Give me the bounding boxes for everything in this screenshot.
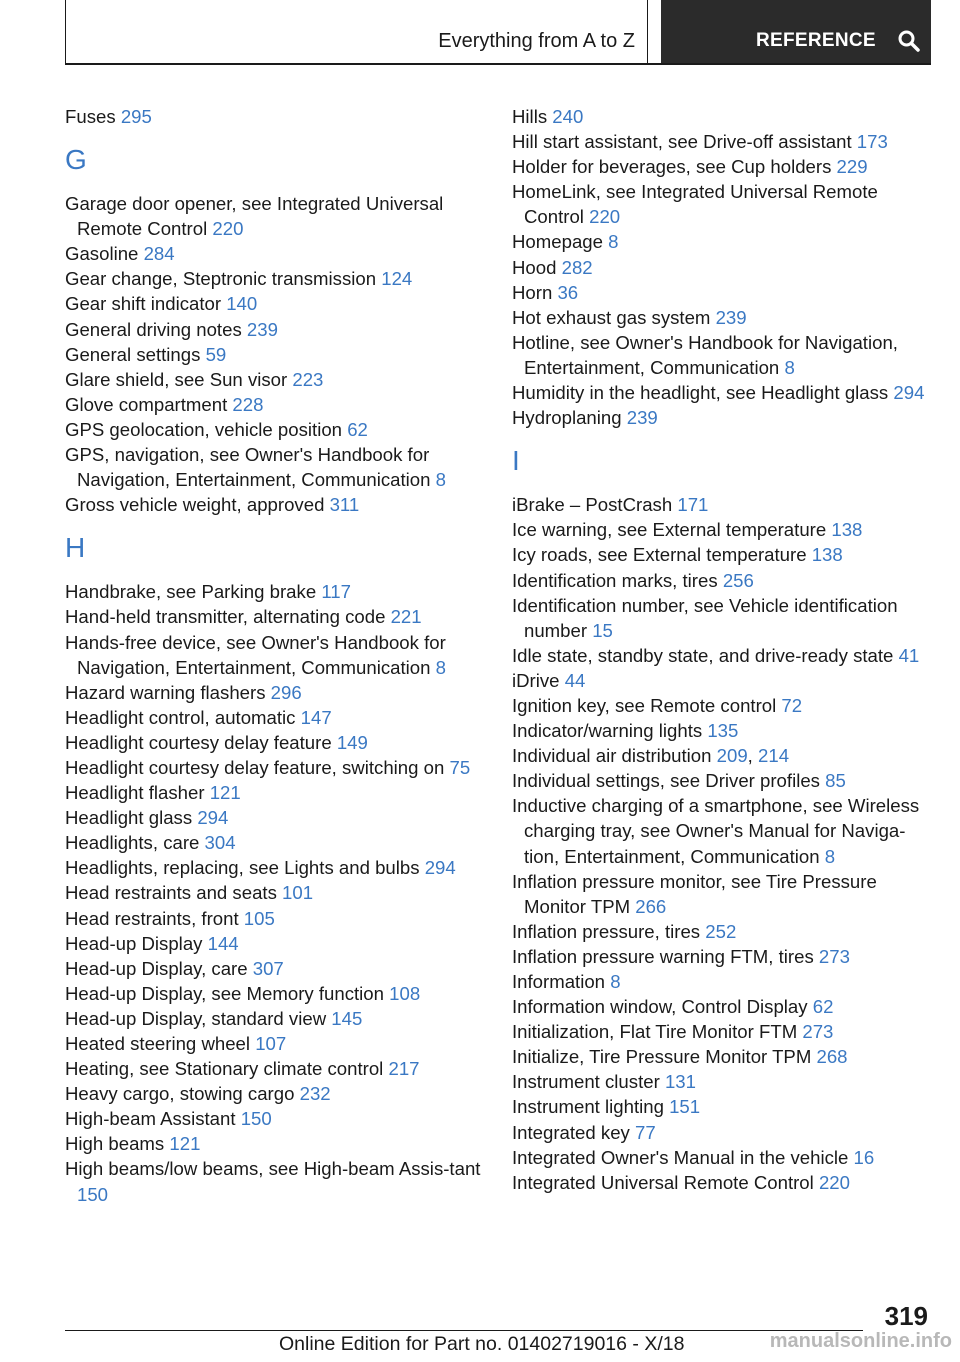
page-reference-link[interactable]: 8	[784, 356, 795, 378]
index-entry-text: Holder for beverages, see Cup holders	[512, 156, 837, 178]
page-reference-link[interactable]: 220	[818, 1171, 850, 1193]
index-entry	[65, 1131, 485, 1156]
index-entry-text: Information window, Control Display	[512, 996, 813, 1018]
footer-divider	[65, 1330, 863, 1331]
index-entry-text: High beams	[65, 1133, 170, 1155]
index-entry-text: Initialize, Tire Pressure Monitor TPM	[512, 1046, 817, 1068]
page-reference-link[interactable]: 220	[212, 218, 244, 240]
index-column-right	[512, 104, 932, 1195]
edition-text: Online Edition for Part no. 01402719016 - X/18	[279, 1333, 685, 1355]
page-reference-link[interactable]: 140	[226, 293, 258, 315]
index-entry	[512, 104, 932, 129]
index-entry	[512, 793, 932, 868]
page-reference-link[interactable]: 121	[169, 1133, 201, 1155]
index-entry-text: Inflation pressure warning FTM, tires	[512, 945, 819, 967]
index-entry	[512, 668, 932, 693]
index-letter-heading: I	[512, 445, 520, 477]
index-entry-text: Individual settings, see Driver profiles	[512, 770, 826, 792]
index-entry-text: Gear change, Steptronic transmission	[65, 268, 382, 290]
index-entry	[65, 705, 485, 730]
index-entry	[512, 869, 932, 919]
page-reference-link[interactable]: 101	[282, 882, 314, 904]
index-entry-text: Integrated key	[512, 1121, 636, 1143]
page-reference-link[interactable]: 232	[299, 1083, 331, 1105]
index-entry	[65, 1031, 485, 1056]
index-entry-text: Glove compartment	[65, 393, 233, 415]
page-reference-link[interactable]: 59	[205, 343, 227, 365]
page-reference-link[interactable]: 266	[635, 895, 667, 917]
index-entry-text: Handbrake, see Parking brake	[65, 581, 322, 603]
page-reference-link[interactable]: 8	[435, 656, 446, 678]
index-entry	[65, 1081, 485, 1106]
index-entry-text: Integrated Owner's Manual in the vehicle	[512, 1146, 854, 1168]
index-entry-text: Head-up Display, care	[65, 957, 253, 979]
index-entry-text: High-beam Assistant	[65, 1108, 241, 1130]
page-reference-link[interactable]: 8	[435, 469, 446, 491]
index-entry-text: General settings	[65, 343, 206, 365]
index-entry	[65, 367, 485, 392]
index-entry-text: Hydroplaning	[512, 407, 627, 429]
index-entry-text: Head-up Display, standard view	[65, 1007, 332, 1029]
index-entry	[65, 266, 485, 291]
index-entry-text: Inductive charging of a smartphone, see Wireless charging tray, see Owner's Manual for Naviga-tion, Entertainment, Communication	[512, 795, 920, 867]
index-entry-text: Integrated Universal Remote Control	[512, 1171, 819, 1193]
index-entry	[512, 743, 932, 768]
page-reference-link[interactable]: 150	[240, 1108, 272, 1130]
index-entry-text: High beams/low beams, see High-beam Assis-tant	[65, 1158, 481, 1180]
index-entry	[512, 330, 932, 380]
index-entry-text: Instrument lighting	[512, 1096, 670, 1118]
page-reference-link[interactable]: 72	[781, 694, 803, 716]
index-entry-text: Hand-held transmitter, alternating code	[65, 606, 391, 628]
page-reference-link[interactable]: 15	[592, 619, 613, 641]
page-reference-link[interactable]: 228	[232, 393, 264, 415]
search-icon[interactable]	[897, 29, 921, 53]
page-reference-link[interactable]: 240	[552, 106, 584, 127]
index-entry-text: Fuses	[65, 106, 121, 127]
index-entry-text: Hot exhaust gas system	[512, 306, 716, 328]
index-entry-text: Ice warning, see External temperature	[512, 519, 832, 541]
page-reference-link[interactable]: 105	[243, 907, 275, 929]
index-entry-text: Hills	[512, 106, 553, 127]
index-entry-text: Inflation pressure monitor, see Tire Pressure Monitor TPM	[512, 870, 877, 917]
index-entry	[512, 1120, 932, 1145]
index-entry-text: Identification marks, tires	[512, 569, 723, 591]
page-reference-link[interactable]: 77	[635, 1121, 656, 1143]
index-entry	[65, 291, 485, 316]
page-reference-link[interactable]: 282	[561, 256, 593, 278]
page-reference-link[interactable]: 149	[336, 731, 368, 753]
page-reference-link[interactable]: 239	[715, 306, 747, 328]
index-entry	[65, 1056, 485, 1081]
index-entry	[65, 442, 485, 492]
page-reference-link[interactable]: 268	[816, 1046, 848, 1068]
index-entry	[65, 830, 485, 855]
index-entry	[512, 568, 932, 593]
index-entry	[65, 630, 485, 680]
page-reference-link[interactable]: 284	[143, 243, 175, 265]
index-entry	[65, 755, 485, 780]
index-entry-text: Head restraints, front	[65, 907, 244, 929]
page-reference-link[interactable]: 217	[388, 1058, 420, 1080]
index-entry-text: GPS, navigation, see Owner's Handbook for Navigation, Entertainment, Communication	[65, 444, 436, 491]
watermark: manualsonline.info	[769, 1330, 952, 1352]
index-entry	[512, 1019, 932, 1044]
page-reference-link[interactable]: 221	[390, 606, 422, 628]
index-entry-text: Hotline, see Owner's Handbook for Navigation, Entertainment, Communication	[512, 331, 898, 378]
index-entry-text: Glare shield, see Sun visor	[65, 368, 293, 390]
index-entry	[512, 919, 932, 944]
index-entry	[65, 104, 485, 129]
page-reference-link[interactable]: 138	[831, 519, 863, 541]
index-column-left	[65, 104, 485, 1207]
page-reference-link[interactable]: 220	[589, 206, 621, 228]
page-reference-link[interactable]: 256	[722, 569, 754, 591]
index-entry-text: Heavy cargo, stowing cargo	[65, 1083, 300, 1105]
page-reference-link[interactable]: 107	[255, 1033, 287, 1054]
index-entry	[65, 191, 485, 241]
page-reference-link[interactable]: 173	[856, 131, 888, 153]
index-entry-text: Headlight flasher	[65, 782, 210, 804]
section-title: Everything from A to Z	[438, 30, 635, 52]
index-entry-text: Heating, see Stationary climate control	[65, 1058, 389, 1080]
page-reference-link[interactable]: 150	[77, 1183, 109, 1205]
reference-tab-label: REFERENCE	[756, 30, 876, 51]
page-reference-link[interactable]: 62	[812, 996, 834, 1018]
index-entry	[512, 718, 932, 743]
ref-separator: ,	[747, 745, 759, 767]
page-reference-link[interactable]: 223	[292, 368, 324, 390]
index-entry-text: Humidity in the headlight, see Headlight glass	[512, 382, 894, 404]
index-entry	[65, 931, 485, 956]
index-entry	[512, 1170, 932, 1195]
page-reference-link[interactable]: 131	[664, 1071, 696, 1093]
index-entry-text: Ignition key, see Remote control	[512, 694, 782, 716]
page-reference-link[interactable]: 138	[811, 544, 843, 566]
page-reference-link[interactable]: 36	[557, 281, 579, 303]
index-entry	[65, 956, 485, 981]
index-entry-text: GPS geolocation, vehicle position	[65, 418, 348, 440]
index-entry	[65, 492, 485, 517]
index-entry-text: Garage door opener, see Integrated Universal Remote Control	[65, 193, 444, 240]
index-entry-text: Headlight courtesy delay feature, switching on	[65, 756, 450, 778]
index-entry-text: Icy roads, see External temperature	[512, 544, 812, 566]
index-entry-text: Identification number, see Vehicle identification number	[512, 594, 898, 641]
index-entry-text: Head-up Display, see Memory function	[65, 982, 390, 1004]
page-reference-link[interactable]: 44	[564, 669, 586, 691]
page-reference-link[interactable]: 294	[197, 807, 229, 829]
index-entry	[65, 579, 485, 604]
page-reference-link[interactable]: 135	[707, 720, 739, 742]
index-entry	[65, 680, 485, 705]
index-entry-text: Hill start assistant, see Drive-off assistant	[512, 131, 857, 153]
index-entry	[512, 593, 932, 643]
index-entry-text: Idle state, standby state, and drive-ready state	[512, 644, 899, 666]
index-entry	[65, 855, 485, 880]
index-entry	[512, 517, 932, 542]
index-entry-text: Indicator/warning lights	[512, 720, 708, 742]
page-reference-link[interactable]: 8	[824, 845, 836, 867]
page-reference-link[interactable]: 294	[424, 857, 456, 879]
index-entry	[512, 1094, 932, 1119]
index-entry	[512, 643, 932, 668]
index-entry	[65, 317, 485, 342]
page-reference-link[interactable]: 41	[898, 644, 920, 666]
page-reference-link[interactable]: 75	[449, 756, 471, 778]
index-entry-text: Gross vehicle weight, approved	[65, 494, 330, 516]
index-entry	[512, 154, 932, 179]
index-entry	[512, 542, 932, 567]
index-entry-text: Headlights, replacing, see Lights and bulbs	[65, 857, 425, 879]
index-entry-text: Hood	[512, 256, 562, 278]
index-entry	[65, 906, 485, 931]
page-reference-link[interactable]: 229	[836, 156, 868, 178]
page-reference-link[interactable]: 16	[853, 1146, 875, 1168]
index-entry	[512, 229, 932, 254]
index-entry-text: Instrument cluster	[512, 1071, 665, 1093]
index-entry	[512, 380, 932, 405]
index-entry-text: Hazard warning flashers	[65, 681, 271, 703]
index-entry	[65, 342, 485, 367]
page-reference-link[interactable]: 209	[716, 745, 748, 767]
page-reference-link[interactable]: 296	[270, 681, 302, 703]
index-entry	[65, 1106, 485, 1131]
index-entry-text: Headlight glass	[65, 807, 198, 829]
index-entry	[512, 693, 932, 718]
page-reference-link[interactable]: 145	[331, 1007, 363, 1029]
index-entry-text: Headlight courtesy delay feature	[65, 731, 337, 753]
page-reference-link[interactable]: 124	[381, 268, 413, 290]
index-entry	[512, 969, 932, 994]
page-reference-link[interactable]: 117	[321, 581, 351, 603]
index-entry	[512, 944, 932, 969]
index-entry-text: Information	[512, 971, 611, 992]
index-entry	[65, 981, 485, 1006]
page-reference-link[interactable]: 8	[610, 971, 621, 992]
index-entry-text: Individual air distribution	[512, 745, 717, 767]
index-entry-text: iBrake – PostCrash	[512, 494, 678, 516]
page-reference-link[interactable]: 304	[204, 832, 236, 854]
index-entry	[512, 179, 932, 229]
page-reference-link[interactable]: 252	[705, 920, 737, 942]
page-number: 319	[884, 1301, 928, 1331]
section-tab	[65, 0, 648, 64]
page-reference-link[interactable]: 307	[252, 957, 284, 979]
reference-tab[interactable]	[661, 0, 931, 64]
index-entry	[65, 1156, 485, 1206]
index-entry	[65, 417, 485, 442]
index-letter-heading: G	[65, 144, 87, 176]
index-entry	[512, 129, 932, 154]
page-reference-link[interactable]: 273	[802, 1021, 834, 1043]
index-entry	[512, 405, 932, 430]
index-entry	[65, 805, 485, 830]
page-reference-link[interactable]: 62	[347, 418, 368, 440]
page-reference-link[interactable]: 311	[329, 494, 360, 516]
index-entry	[512, 994, 932, 1019]
page-reference-link[interactable]: 108	[389, 982, 421, 1004]
index-entry	[512, 1145, 932, 1170]
index-letter-heading: H	[65, 532, 86, 564]
page-reference-link[interactable]: 85	[825, 770, 846, 792]
index-entry	[512, 1069, 932, 1094]
index-entry-text: Hands-free device, see Owner's Handbook for Navigation, Entertainment, Communication	[65, 631, 446, 678]
page-reference-link[interactable]: 239	[246, 318, 278, 340]
header-divider	[65, 63, 931, 65]
index-entry-text: Head restraints and seats	[65, 882, 283, 904]
page-reference-link[interactable]: 8	[608, 231, 619, 253]
page-reference-link[interactable]: 151	[669, 1096, 701, 1118]
index-entry-text: Initialization, Flat Tire Monitor FTM	[512, 1021, 803, 1043]
page-reference-link[interactable]: 214	[758, 745, 790, 767]
index-entry-text: HomeLink, see Integrated Universal Remote Control	[512, 181, 878, 228]
page-reference-link[interactable]: 147	[300, 706, 332, 728]
index-entry-text: iDrive	[512, 669, 565, 691]
index-entry-text: Headlight control, automatic	[65, 706, 301, 728]
index-entry	[512, 492, 932, 517]
index-entry	[65, 604, 485, 629]
index-entry-text: Heated steering wheel	[65, 1033, 256, 1054]
index-entry	[65, 241, 485, 266]
page-reference-link[interactable]: 239	[626, 407, 658, 429]
index-entry	[65, 1006, 485, 1031]
index-entry	[512, 768, 932, 793]
page-reference-link[interactable]: 273	[818, 945, 850, 967]
page-reference-link[interactable]: 171	[677, 494, 709, 516]
page-reference-link[interactable]: 295	[120, 106, 152, 127]
page-reference-link[interactable]: 144	[207, 932, 239, 954]
index-entry	[65, 780, 485, 805]
index-entry-text: General driving notes	[65, 318, 247, 340]
index-entry	[65, 730, 485, 755]
index-entry	[512, 280, 932, 305]
index-entry-text: Gasoline	[65, 243, 144, 265]
index-entry	[512, 305, 932, 330]
page-reference-link[interactable]: 121	[209, 782, 241, 804]
index-entry	[512, 1044, 932, 1069]
index-entry	[512, 255, 932, 280]
index-entry-text: Headlights, care	[65, 832, 205, 854]
index-entry-text: Homepage	[512, 231, 609, 253]
index-entry-text: Head-up Display	[65, 932, 208, 954]
index-entry	[65, 392, 485, 417]
index-entry-text: Inflation pressure, tires	[512, 920, 706, 942]
index-entry-text: Gear shift indicator	[65, 293, 227, 315]
index-entry	[65, 880, 485, 905]
index-entry-text: Horn	[512, 281, 558, 303]
page-reference-link[interactable]: 294	[893, 382, 925, 404]
